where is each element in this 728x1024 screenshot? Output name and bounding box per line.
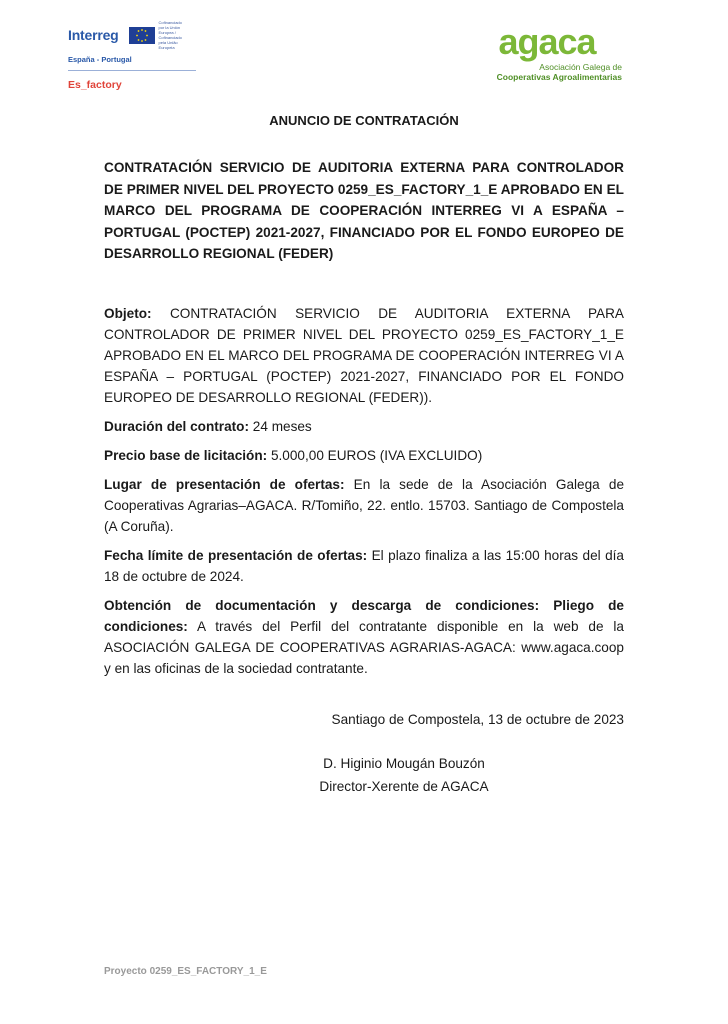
document-heading: ANUNCIO DE CONTRATACIÓN [269, 113, 459, 128]
field-value: 24 meses [249, 418, 312, 434]
field-value: 5.000,00 EUROS (IVA EXCLUIDO) [267, 447, 483, 463]
field-label: Objeto: [104, 305, 152, 321]
field-label: Duración del contrato: [104, 418, 250, 434]
field-fecha-limite [104, 545, 624, 587]
project-name: Es_factory [68, 79, 122, 91]
page-footer: Proyecto 0259_ES_FACTORY_1_E [104, 966, 267, 977]
eu-flag-icon [129, 27, 155, 44]
field-label: Fecha límite de presentación de ofertas: [104, 547, 368, 563]
field-label: Precio base de licitación: [104, 447, 268, 463]
interreg-brand: Interreg [68, 27, 119, 43]
signer-name: D. Higinio Mougán Bouzón [323, 755, 485, 771]
field-label: Lugar de presentación de ofertas: [104, 476, 345, 492]
document-body [104, 110, 624, 798]
field-lugar [104, 474, 624, 537]
signer-block [104, 752, 624, 798]
interreg-country: España - Portugal [68, 55, 132, 64]
field-objeto [104, 303, 624, 408]
page-header [0, 0, 728, 100]
signature-date: Santiago de Compostela, 13 de octubre de 2023 [331, 711, 624, 727]
field-value: CONTRATACIÓN SERVICIO DE AUDITORIA EXTERNA PARA CONTROLADOR DE PRIMER NIVEL DEL PROYECTO 0259_ES_FACTORY_1_E APROBADO EN EL MARCO DEL PROGRAMA DE COOPERACIÓN INTERREG VI A ESPAÑA – PORTUGAL (POCTEP) 2021-2027, FINANCIADO POR EL FONDO EUROPEO DE DESARROLLO REGIONAL (FEDER)). [104, 305, 624, 405]
field-duracion [104, 416, 624, 437]
field-precio [104, 445, 624, 466]
agaca-brand: agaca [498, 21, 596, 62]
field-documentacion [104, 595, 624, 679]
agaca-subtitle-line1: Asociación Galega de [539, 62, 622, 72]
agaca-subtitle-line2: Cooperativas Agroalimentarias [496, 72, 622, 82]
field-value: El plazo finaliza a las 15:00 horas del día 18 de octubre de 2024. [104, 547, 624, 584]
interreg-logo [68, 20, 196, 91]
signer-role: Director-Xerente de AGACA [319, 778, 489, 794]
field-value: A través del Perfil del contratante disponible en la web de la ASOCIACIÓN GALEGA DE COOPERATIVAS AGRARIAS-AGACA: www.agaca.coop y en las oficinas de la sociedad contratante. [104, 618, 624, 676]
eu-cofinancing-text: Cofinanciado por la Unión Europea / Cofinanciado pela União Europeia [158, 20, 182, 50]
contract-title: CONTRATACIÓN SERVICIO DE AUDITORIA EXTERNA PARA CONTROLADOR DE PRIMER NIVEL DEL PROYECTO 0259_ES_FACTORY_1_E APROBADO EN EL MARCO DEL PROGRAMA DE COOPERACIÓN INTERREG VI A ESPAÑA – PORTUGAL (POCTEP) 2021-2027, FINANCIADO POR EL FONDO EUROPEO DE DESARROLLO REGIONAL (FEDER) [104, 160, 624, 261]
field-label: Obtención de documentación y descarga de condiciones: Pliego de condiciones: [104, 597, 624, 634]
logo-divider [68, 70, 196, 71]
agaca-logo [472, 21, 622, 82]
field-value: En la sede de la Asociación Galega de Cooperativas Agrarias–AGACA. R/Tomiño, 22. entlo. 15703. Santiago de Compostela (A Coruña). [104, 476, 625, 534]
